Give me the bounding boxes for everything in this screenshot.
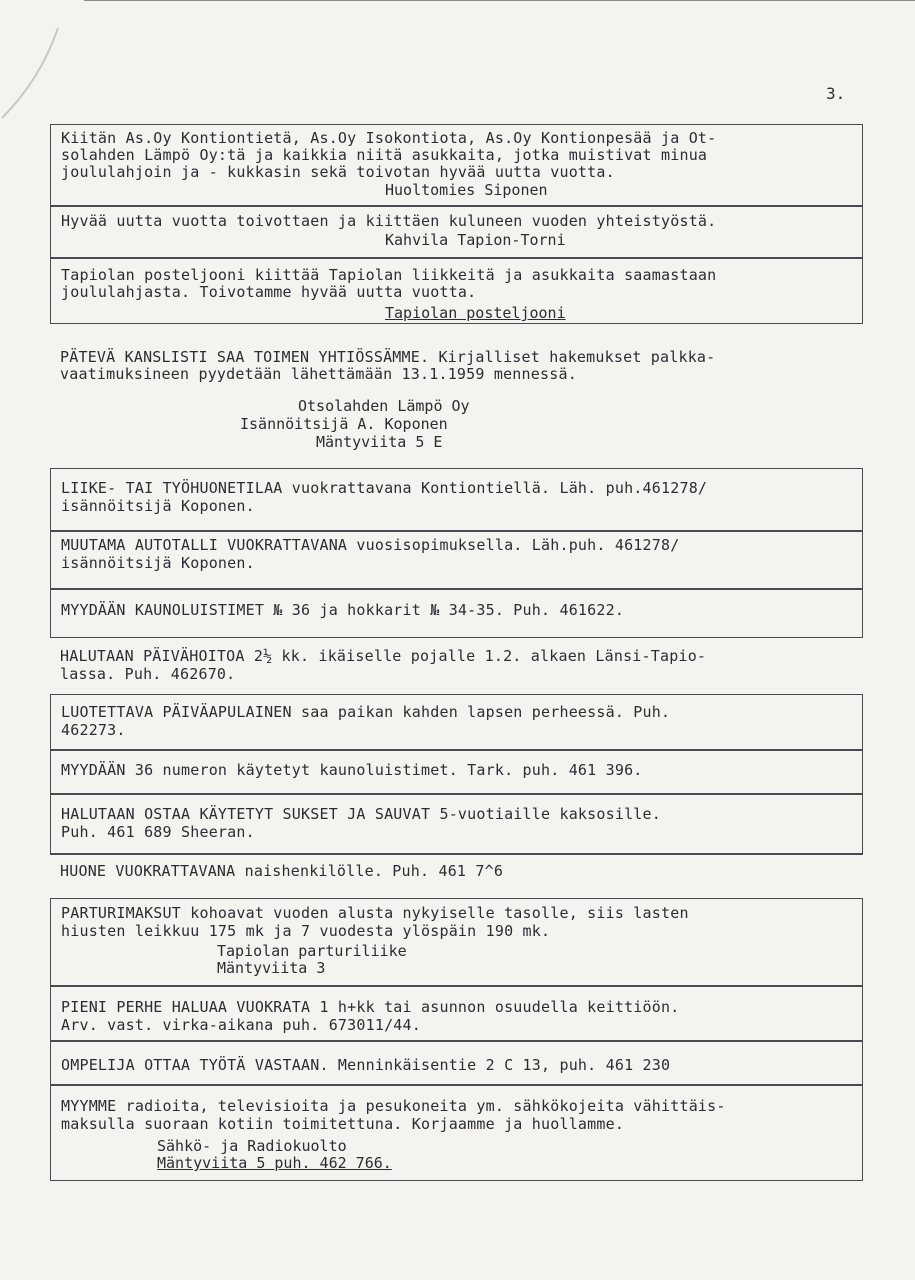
text-line: Kiitän As.Oy Kontiontietä, As.Oy Isokontiota, As.Oy Kontionpesää ja Ot- bbox=[61, 129, 717, 147]
signature-line: Otsolahden Lämpö Oy bbox=[298, 397, 470, 415]
classified-ad bbox=[50, 531, 863, 589]
signature-line: Mäntyviita 3 bbox=[217, 959, 326, 977]
classified-ad bbox=[50, 1041, 863, 1085]
classified-ad bbox=[50, 794, 863, 854]
classified-ad bbox=[50, 986, 863, 1041]
classified-ad bbox=[50, 468, 863, 531]
text-line: hiusten leikkuu 175 mk ja 7 vuodesta ylöspäin 190 mk. bbox=[61, 922, 551, 940]
text-line: isännöitsijä Koponen. bbox=[61, 497, 255, 515]
signature: Tapiolan posteljooni bbox=[385, 304, 566, 322]
text-line: joululahjasta. Toivotamme hyvää uutta vuotta. bbox=[61, 283, 477, 301]
text-line: PARTURIMAKSUT kohoavat vuoden alusta nykyiselle tasolle, siis lasten bbox=[61, 904, 689, 922]
text-line: Puh. 461 689 Sheeran. bbox=[61, 823, 255, 841]
greeting-box-posteljooni bbox=[50, 258, 863, 324]
classified-ad bbox=[50, 854, 863, 890]
classified-ad bbox=[50, 589, 863, 638]
signature-line: Mäntyviita 5 puh. 462 766. bbox=[157, 1154, 392, 1172]
text-line: PIENI PERHE HALUAA VUOKRATA 1 h+kk tai asunnon osuudella keittiöön. bbox=[61, 998, 680, 1016]
text-line: joululahjoin ja - kukkasin sekä toivotan hyvää uutta vuotta. bbox=[61, 163, 615, 181]
text-line: HALUTAAN PÄIVÄHOITOA 2½ kk. ikäiselle pojalle 1.2. alkaen Länsi-Tapio- bbox=[60, 647, 707, 665]
text-line: Hyvää uutta vuotta toivottaen ja kiittäen kuluneen vuoden yhteistyöstä. bbox=[61, 212, 717, 230]
classified-ad bbox=[50, 638, 863, 694]
text-line: PÄTEVÄ KANSLISTI SAA TOIMEN YHTIÖSSÄMME. Kirjalliset hakemukset palkka- bbox=[60, 348, 716, 366]
text-line: HALUTAAN OSTAA KÄYTETYT SUKSET JA SAUVAT 5-vuotiaille kaksosille. bbox=[61, 805, 661, 823]
text-line: MUUTAMA AUTOTALLI VUOKRATTAVANA vuosisopimuksella. Läh.puh. 461278/ bbox=[61, 536, 680, 554]
text-line: OMPELIJA OTTAA TYÖTÄ VASTAAN. Menninkäisentie 2 C 13, puh. 461 230 bbox=[61, 1056, 671, 1074]
signature-line: Isännöitsijä A. Koponen bbox=[240, 415, 448, 433]
greeting-box-kahvila bbox=[50, 206, 863, 258]
text-line: maksulla suoraan kotiin toimitettuna. Korjaamme ja huollamme. bbox=[61, 1115, 625, 1133]
text-line: isännöitsijä Koponen. bbox=[61, 554, 255, 572]
text-line: solahden Lämpö Oy:tä ja kaikkia niitä asukkaita, jotka muistivat minua bbox=[61, 146, 708, 164]
classified-ad bbox=[50, 694, 863, 750]
classified-ad bbox=[50, 1085, 863, 1181]
greeting-box-siponen bbox=[50, 124, 863, 206]
classified-ad bbox=[50, 898, 863, 986]
signature: Huoltomies Siponen bbox=[385, 181, 548, 199]
signature-line: Tapiolan parturiliike bbox=[217, 942, 407, 960]
classified-ad bbox=[50, 750, 863, 794]
page-number: 3. bbox=[826, 84, 846, 103]
text-line: 462273. bbox=[61, 721, 126, 739]
text-line: lassa. Puh. 462670. bbox=[60, 665, 236, 683]
text-line: LUOTETTAVA PÄIVÄAPULAINEN saa paikan kahden lapsen perheessä. Puh. bbox=[61, 703, 671, 721]
signature-line: Mäntyviita 5 E bbox=[316, 433, 443, 451]
top-rule bbox=[84, 0, 915, 1]
signature: Kahvila Tapion-Torni bbox=[385, 231, 566, 249]
text-line: MYYMME radioita, televisioita ja pesukoneita ym. sähkökojeita vähittäis- bbox=[61, 1097, 726, 1115]
job-ad bbox=[50, 345, 863, 455]
text-line: Tapiolan posteljooni kiittää Tapiolan liikkeitä ja asukkaita saamastaan bbox=[61, 266, 717, 284]
text-line: LIIKE- TAI TYÖHUONETILAA vuokrattavana Kontiontiellä. Läh. puh.461278/ bbox=[61, 479, 708, 497]
text-line: Arv. vast. virka-aikana puh. 673011/44. bbox=[61, 1016, 421, 1034]
text-line: HUONE VUOKRATTAVANA naishenkilölle. Puh. 461 7^6 bbox=[60, 862, 504, 880]
text-line: MYYDÄÄN 36 numeron käytetyt kaunoluistimet. Tark. puh. 461 396. bbox=[61, 761, 643, 779]
text-line: vaatimuksineen pyydetään lähettämään 13.1.1959 mennessä. bbox=[60, 365, 577, 383]
page-corner-fold-line bbox=[0, 0, 90, 130]
signature-line: Sähkö- ja Radiokuolto bbox=[157, 1137, 347, 1155]
text-line: MYYDÄÄN KAUNOLUISTIMET № 36 ja hokkarit № 34-35. Puh. 461622. bbox=[61, 601, 625, 619]
